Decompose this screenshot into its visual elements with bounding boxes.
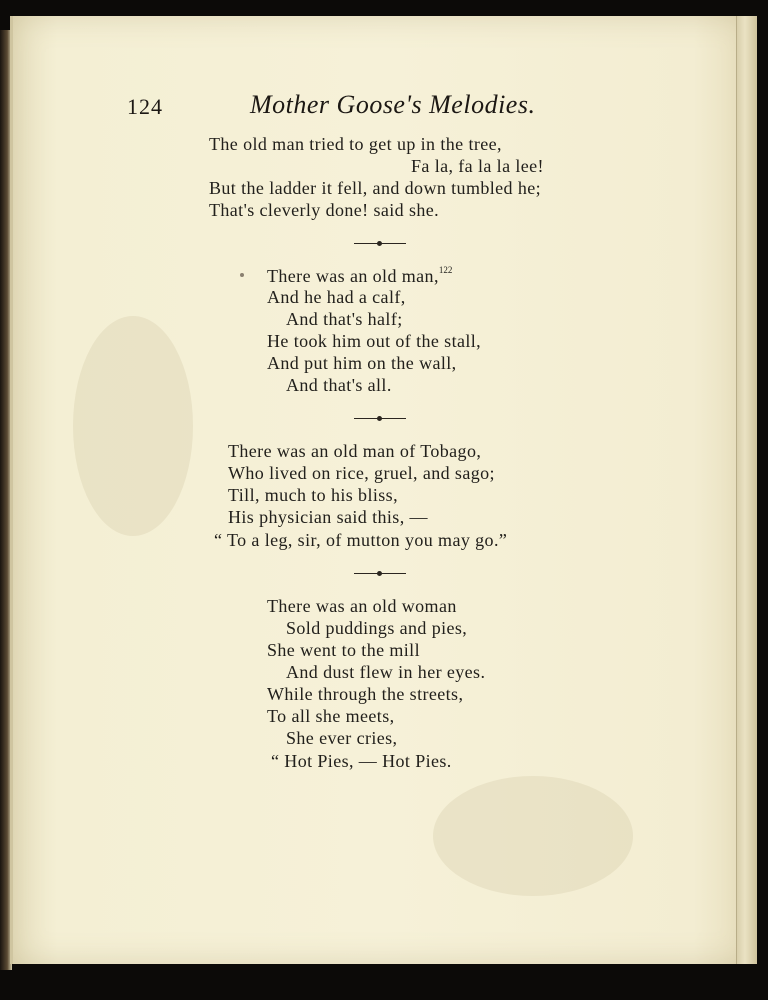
verse-line: To all she meets, xyxy=(267,706,395,726)
verse-line: That's cleverly done! said she. xyxy=(209,200,440,220)
page-number: 124 xyxy=(127,94,163,119)
page-header xyxy=(127,86,607,126)
verse-line: There was an old woman xyxy=(267,596,457,616)
footnote-reference: 122 xyxy=(438,265,453,275)
section-divider xyxy=(354,418,406,419)
verse-line: Fa la, fa la la lee! xyxy=(411,156,544,176)
section-divider xyxy=(354,573,406,574)
section-divider xyxy=(354,243,406,244)
margin-mark xyxy=(240,273,244,277)
verse-line: And he had a calf, xyxy=(267,287,406,307)
verse-line: “ To a leg, sir, of mutton you may go.” xyxy=(214,530,508,550)
verse-line: But the ladder it fell, and down tumbled he; xyxy=(209,178,542,198)
verse-line: And that's all. xyxy=(286,375,392,395)
verse-line: Till, much to his bliss, xyxy=(228,485,398,505)
page-edge xyxy=(736,16,757,964)
running-title: Mother Goose's Melodies. xyxy=(250,90,536,119)
verse-line: “ Hot Pies, — Hot Pies. xyxy=(271,751,452,771)
verse-line: And that's half; xyxy=(286,309,403,329)
verse-line: There was an old man of Tobago, xyxy=(228,441,482,461)
verse-line: She ever cries, xyxy=(286,728,398,748)
paper-stain xyxy=(73,316,193,536)
verse-line: His physician said this, — xyxy=(228,507,428,527)
verse-line: She went to the mill xyxy=(267,640,420,660)
verse-line: Who lived on rice, gruel, and sago; xyxy=(228,463,495,483)
verse-line: He took him out of the stall, xyxy=(267,331,482,351)
verse-line: And dust flew in her eyes. xyxy=(286,662,486,682)
verse-line: Sold puddings and pies, xyxy=(286,618,468,638)
verse-line: And put him on the wall, xyxy=(267,353,457,373)
verse-line: The old man tried to get up in the tree, xyxy=(209,134,502,154)
paper-stain xyxy=(433,776,633,896)
verse-line: There was an old man,$^{122}$ xyxy=(267,265,453,286)
verse-line: While through the streets, xyxy=(267,684,464,704)
